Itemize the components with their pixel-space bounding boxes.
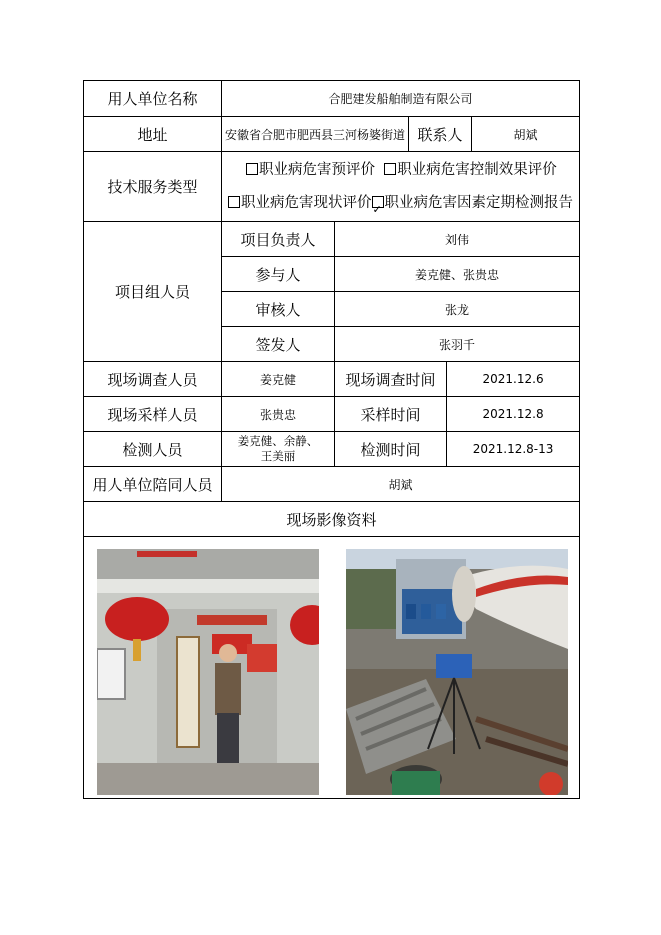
service-option-checkbox-2[interactable]: 职业病危害控制效果评价 (384, 162, 557, 178)
escort-label: 用人单位陪同人员 (84, 467, 222, 502)
employer-label: 用人单位名称 (84, 81, 222, 117)
team-role: 参与人 (222, 257, 335, 292)
contact-label: 联系人 (409, 117, 472, 152)
escort-value: 胡斌 (222, 467, 580, 502)
address-value: 安徽省合肥市肥西县三河杨婆街道 (222, 117, 409, 152)
survey-time-value: 2021.12.6 (447, 362, 580, 397)
team-role: 项目负责人 (222, 222, 335, 257)
testing-time-label: 检测时间 (335, 432, 447, 467)
team-label: 项目组人员 (84, 222, 222, 362)
sampling-time-label: 采样时间 (335, 397, 447, 432)
contact-value: 胡斌 (472, 117, 580, 152)
sampling-time-value: 2021.12.8 (447, 397, 580, 432)
testing-staff-label: 检测人员 (84, 432, 222, 467)
sampling-staff-label: 现场采样人员 (84, 397, 222, 432)
service-option-checkbox-3[interactable]: 职业病危害现状评价 (228, 195, 372, 211)
sampling-staff-value: 张贵忠 (222, 397, 335, 432)
site-photo-testing-equipment (346, 549, 568, 795)
checkbox-icon (246, 163, 258, 175)
survey-staff-label: 现场调查人员 (84, 362, 222, 397)
team-role: 签发人 (222, 327, 335, 362)
checked-checkbox-icon (372, 196, 384, 208)
team-role: 审核人 (222, 292, 335, 327)
team-member-name: 张羽千 (335, 327, 580, 362)
testing-time-value: 2021.12.8-13 (447, 432, 580, 467)
site-photo-entrance (97, 549, 319, 795)
service-type-options (222, 152, 580, 222)
testing-staff-value: 姜克健、余静、 王美丽 (222, 432, 335, 467)
service-option-checkbox-1[interactable]: 职业病危害预评价 (246, 162, 375, 178)
team-member-name: 刘伟 (335, 222, 580, 257)
site-photos (84, 537, 580, 799)
team-member-name: 张龙 (335, 292, 580, 327)
service-option-checkbox-4[interactable]: ✓ 职业病危害因素定期检测报告 (372, 195, 574, 211)
survey-staff-value: 姜克健 (222, 362, 335, 397)
address-label: 地址 (84, 117, 222, 152)
info-form-table (83, 80, 580, 799)
checkbox-icon (384, 163, 396, 175)
checkbox-icon (228, 196, 240, 208)
survey-time-label: 现场调查时间 (335, 362, 447, 397)
team-member-name: 姜克健、张贵忠 (335, 257, 580, 292)
employer-name: 合肥建发船舶制造有限公司 (222, 81, 580, 117)
service-type-label: 技术服务类型 (84, 152, 222, 222)
images-label: 现场影像资料 (84, 502, 580, 537)
